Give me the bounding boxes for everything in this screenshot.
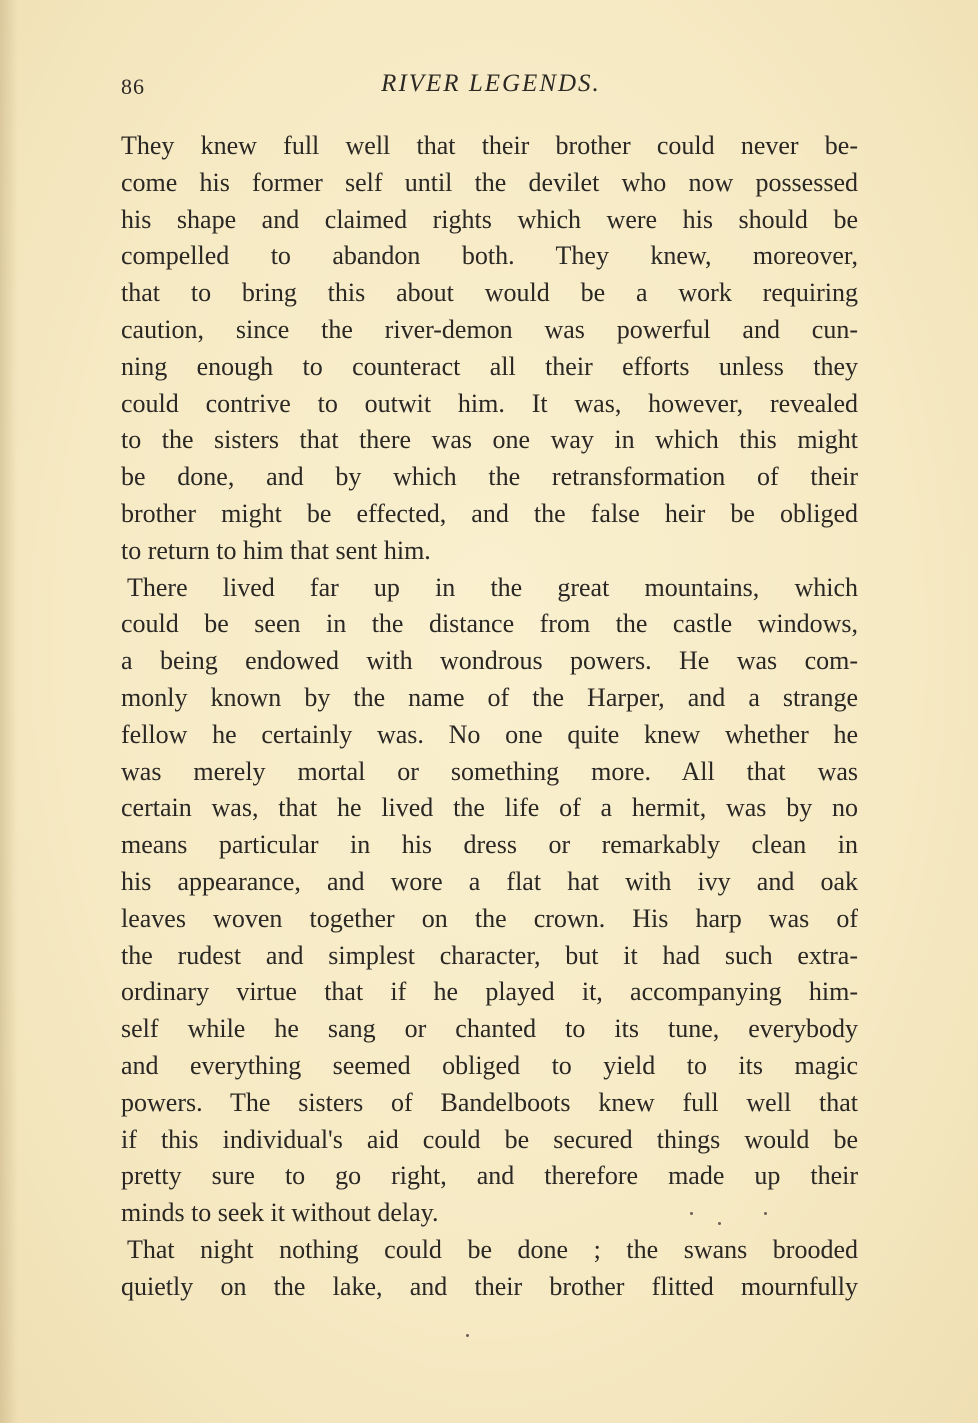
text-line: if this individual's aid could be secured things would be bbox=[121, 1124, 858, 1154]
text-line: brother might be effected, and the false heir be obliged bbox=[121, 498, 858, 528]
text-line: That night nothing could be done ; the swans brooded bbox=[127, 1234, 858, 1264]
text-line: could be seen in the distance from the castle windows, bbox=[121, 609, 858, 639]
text-line: caution, since the river-demon was powerful and cun- bbox=[121, 314, 858, 344]
text-line: fellow he certainly was. No one quite knew whether he bbox=[121, 719, 858, 749]
text-line: monly known by the name of the Harper, and a strange bbox=[121, 682, 858, 712]
ink-speck bbox=[718, 1222, 721, 1225]
body-text bbox=[121, 128, 858, 1306]
text-line: the rudest and simplest character, but it had such extra- bbox=[121, 940, 858, 970]
text-line: pretty sure to go right, and therefore made up their bbox=[121, 1161, 858, 1191]
paragraph bbox=[121, 1232, 858, 1306]
text-line: quietly on the lake, and their brother flitted mournfully bbox=[121, 1271, 858, 1301]
text-line: certain was, that he lived the life of a hermit, was by no bbox=[121, 793, 858, 823]
text-line: leaves woven together on the crown. His harp was of bbox=[121, 903, 858, 933]
text-line: and everything seemed obliged to yield to its magic bbox=[121, 1050, 858, 1080]
text-line: self while he sang or chanted to its tune, everybody bbox=[121, 1014, 858, 1044]
ink-speck bbox=[764, 1212, 767, 1215]
ink-speck bbox=[690, 1212, 693, 1215]
page-number: 86 bbox=[121, 74, 145, 99]
text-line: minds to seek it without delay. bbox=[121, 1198, 439, 1228]
text-line: could contrive to outwit him. It was, however, revealed bbox=[121, 388, 858, 418]
text-line: his appearance, and wore a flat hat with ivy and oak bbox=[121, 866, 858, 896]
text-line: They knew full well that their brother could never be- bbox=[121, 131, 858, 160]
text-line: means particular in his dress or remarkably clean in bbox=[121, 830, 858, 860]
text-line: powers. The sisters of Bandelboots knew full well that bbox=[121, 1087, 858, 1117]
text-line: a being endowed with wondrous powers. He was com- bbox=[121, 646, 858, 676]
paragraph bbox=[121, 128, 858, 570]
text-line: ning enough to counteract all their efforts unless they bbox=[121, 351, 858, 381]
text-line: that to bring this about would be a work requiring bbox=[121, 278, 858, 308]
text-line: compelled to abandon both. They knew, moreover, bbox=[121, 241, 858, 271]
text-line: ordinary virtue that if he played it, accompanying him- bbox=[121, 977, 858, 1007]
text-line: There lived far up in the great mountains, which bbox=[127, 572, 858, 602]
text-line: to return to him that sent him. bbox=[121, 535, 431, 565]
text-line: come his former self until the devilet who now possessed bbox=[121, 167, 858, 197]
text-line: to the sisters that there was one way in which this might bbox=[121, 425, 858, 455]
ink-speck bbox=[466, 1334, 469, 1337]
text-line: was merely mortal or something more. All that was bbox=[121, 756, 858, 786]
text-line: be done, and by which the retransformation of their bbox=[121, 462, 858, 492]
running-head: RIVER LEGENDS. bbox=[381, 70, 601, 97]
page-header bbox=[121, 66, 861, 106]
text-line: his shape and claimed rights which were his should be bbox=[121, 204, 858, 234]
paragraph bbox=[121, 570, 858, 1232]
